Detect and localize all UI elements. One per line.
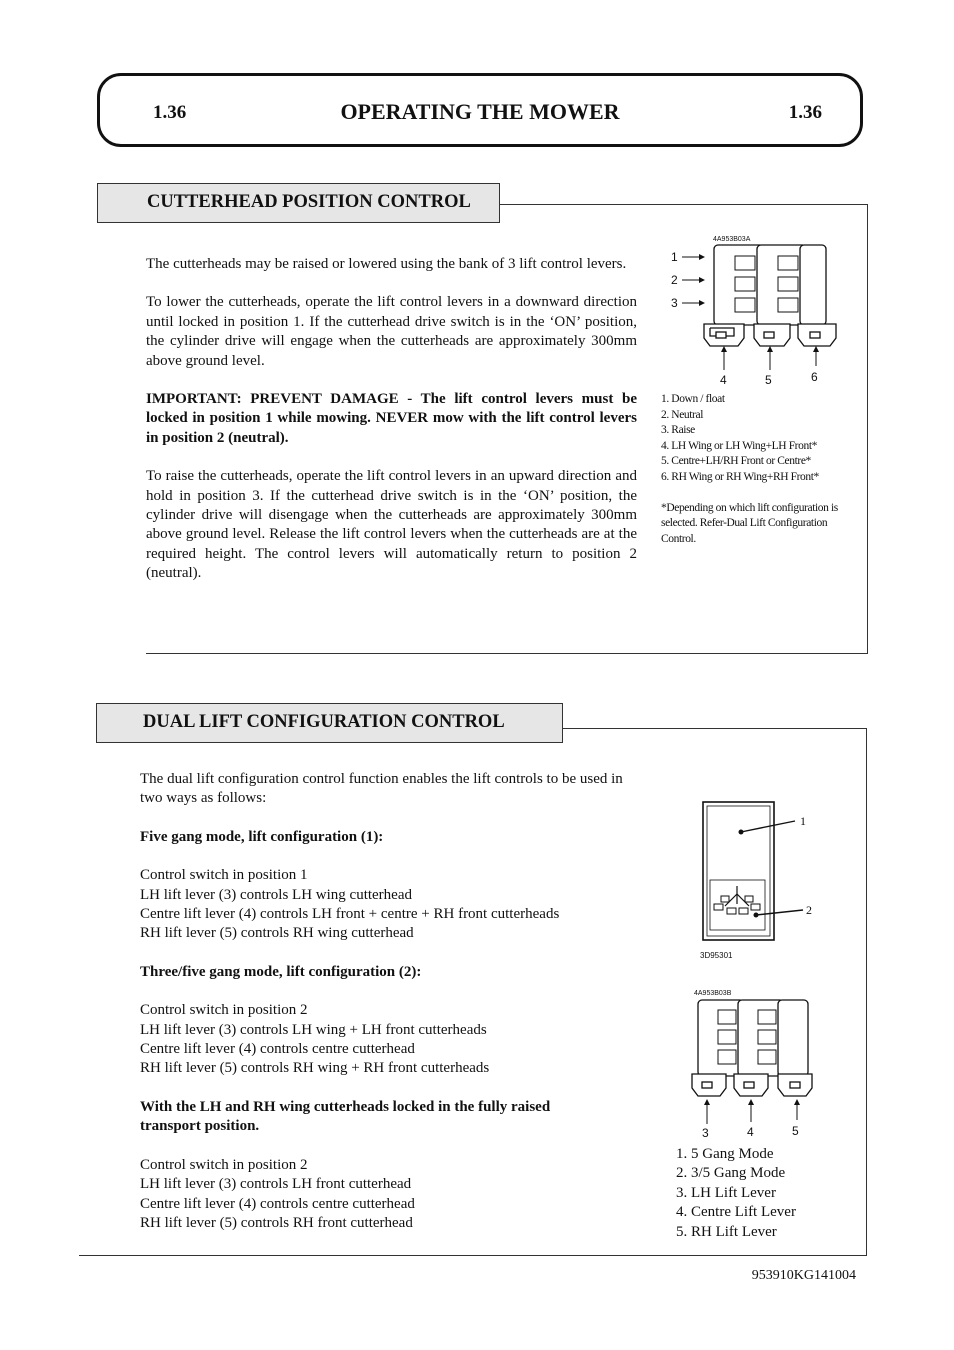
- list-item: LH lift lever (3) controls LH wing cutterhead: [140, 886, 412, 903]
- list-item: RH lift lever (5) controls RH front cutterhead: [140, 1214, 413, 1231]
- callout-3: 3: [671, 296, 678, 310]
- list-item: RH lift lever (5) controls RH wing + RH front cutterheads: [140, 1060, 490, 1077]
- mode-2-list: [140, 1001, 630, 1079]
- lift-lever-diagram: [660, 232, 860, 392]
- legend-item: 6. RH Wing or RH Wing+RH Front*: [661, 470, 819, 483]
- figure-code: 3D95301: [700, 951, 733, 960]
- lever-bank-graphic: [704, 245, 836, 346]
- paragraph: To lower the cutterheads, operate the lift control levers in a downward direction until locked in position 1. If the cutterhead drive switch is in the ‘ON’ position, the cylinder drive will engage when the cutterheads are approximately 300mm above ground level.: [146, 294, 637, 369]
- callout-1: 1: [671, 250, 678, 264]
- legend-item: 3. Raise: [661, 424, 695, 437]
- figure-code: 4A953B03B: [694, 990, 732, 997]
- section-frame-bottom: [79, 1255, 867, 1256]
- legend-note: *Depending on which lift configuration is selected. Refer-Dual Lift Configuration Control.: [661, 501, 838, 545]
- section-number-left: 1.36: [153, 102, 187, 123]
- page-title: OPERATING THE MOWER: [340, 99, 620, 124]
- mode-heading: Five gang mode, lift configuration (1):: [140, 828, 384, 845]
- list-item: Centre lift lever (4) controls centre cutterhead: [140, 1041, 415, 1058]
- transport-heading: With the LH and RH wing cutterheads locked in the fully raised transport position.: [140, 1098, 551, 1135]
- config-switch-diagram: [698, 800, 828, 965]
- dual-lift-text: [140, 770, 630, 1233]
- document-code: 953910KG141004: [751, 1268, 856, 1283]
- legend-item: 4. LH Wing or LH Wing+LH Front*: [661, 439, 817, 452]
- callout-4: 4: [720, 373, 727, 387]
- list-item: LH lift lever (3) controls LH front cutterhead: [140, 1176, 412, 1193]
- list-item: RH lift lever (5) controls RH wing cutterhead: [140, 925, 414, 942]
- lever-callout-3: 3: [702, 1126, 709, 1140]
- warning-paragraph: IMPORTANT: PREVENT DAMAGE - The lift control levers must be locked in position 1 while mowing. NEVER mow with the lift control levers in position 2 (neutral).: [146, 391, 637, 446]
- section-frame-right: [866, 728, 867, 1255]
- legend-item: 2. Neutral: [661, 408, 703, 421]
- switch-callout-1: 1: [800, 814, 806, 828]
- dual-lift-section-title: DUAL LIFT CONFIGURATION CONTROL: [96, 703, 563, 743]
- lever-callout-4: 4: [747, 1125, 754, 1139]
- section-frame-top: [563, 728, 867, 729]
- section-frame-top: [500, 204, 867, 205]
- mode-heading: Three/five gang mode, lift configuration (2):: [140, 963, 422, 980]
- section-frame-right: [867, 204, 868, 653]
- lift-lever-diagram-2: [690, 988, 820, 1143]
- figure-code: 4A953B03A: [713, 236, 751, 243]
- list-item: Control switch in position 2: [140, 1002, 308, 1019]
- mode-3-list: [140, 1156, 630, 1234]
- list-item: LH lift lever (3) controls LH wing + LH front cutterheads: [140, 1021, 487, 1038]
- lever-legend: [661, 392, 861, 547]
- legend-item: 1. 5 Gang Mode: [676, 1146, 774, 1162]
- dual-legend: [676, 1145, 856, 1242]
- paragraph: The dual lift configuration control function enables the lift controls to be used in two ways as follows:: [140, 771, 623, 807]
- callout-6: 6: [811, 370, 818, 384]
- callout-2: 2: [671, 273, 678, 287]
- paragraph: The cutterheads may be raised or lowered using the bank of 3 lift control levers.: [146, 256, 627, 272]
- switch-graphic: [703, 802, 803, 940]
- legend-item: 2. 3/5 Gang Mode: [676, 1165, 786, 1182]
- cutterhead-text: [146, 255, 637, 584]
- list-item: Control switch in position 1: [140, 867, 308, 884]
- page-header: [97, 73, 863, 147]
- lever-callout-5: 5: [792, 1124, 799, 1138]
- lever-bank-graphic: [692, 1000, 812, 1096]
- section-number-right: 1.36: [788, 102, 822, 123]
- legend-item: 3. LH Lift Lever: [676, 1184, 776, 1201]
- legend-item: 1. Down / float: [661, 393, 725, 405]
- legend-item: 5. RH Lift Lever: [676, 1223, 777, 1240]
- callout-5: 5: [765, 373, 772, 387]
- list-item: Centre lift lever (4) controls LH front + centre + RH front cutterheads: [140, 906, 560, 923]
- mode-1-list: [140, 866, 630, 944]
- cutterhead-section-title: CUTTERHEAD POSITION CONTROL: [97, 183, 500, 223]
- legend-item: 4. Centre Lift Lever: [676, 1204, 796, 1221]
- list-item: Centre lift lever (4) controls centre cutterhead: [140, 1195, 415, 1212]
- paragraph: To raise the cutterheads, operate the lift control levers in an upward direction and hold in position 3. If the cutterhead drive switch is in the ‘ON’ position, the cylinder drive will disengage when the cutterheads are approximately 300mm above ground level. Release the lift control levers when the cutterheads are at the required height. The control levers will automatically return to position 2 (neutral).: [146, 468, 637, 582]
- section-frame-bottom: [146, 653, 868, 654]
- switch-callout-2: 2: [806, 903, 812, 917]
- list-item: Control switch in position 2: [140, 1156, 308, 1173]
- legend-item: 5. Centre+LH/RH Front or Centre*: [661, 455, 811, 468]
